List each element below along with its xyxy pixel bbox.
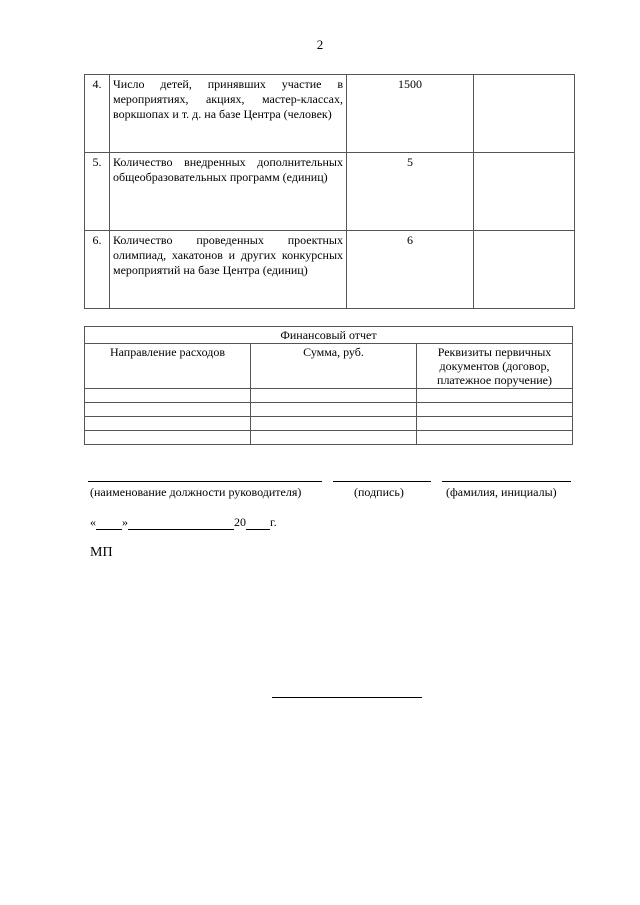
table-row xyxy=(85,389,573,403)
table-row xyxy=(85,75,575,153)
date-line xyxy=(90,515,277,530)
table-row xyxy=(85,153,575,231)
year-suffix: г. xyxy=(270,515,277,529)
empty-cell xyxy=(474,153,575,231)
finance-title-row xyxy=(85,327,573,344)
bottom-divider xyxy=(272,697,422,698)
empty-cell xyxy=(251,403,417,417)
position-label: (наименование должности руководителя) xyxy=(90,485,302,499)
empty-cell xyxy=(85,403,251,417)
indicator-description: Число детей, принявших участие в мероприятиях, акциях, мастер-классах, воркшопах и т. д. на базе Центра (человек) xyxy=(110,75,347,153)
empty-cell xyxy=(85,389,251,403)
table-row xyxy=(85,417,573,431)
finance-header-row xyxy=(85,344,573,389)
empty-cell xyxy=(251,417,417,431)
year-prefix: 20 xyxy=(234,515,246,529)
name-label: (фамилия, инициалы) xyxy=(446,485,557,499)
indicator-value: 6 xyxy=(347,231,474,309)
stamp-placeholder: МП xyxy=(90,545,113,560)
day-blank xyxy=(96,517,122,530)
header-expense-direction: Направление расходов xyxy=(85,344,251,389)
indicator-value: 5 xyxy=(347,153,474,231)
empty-cell xyxy=(417,431,573,445)
signature-label: (подпись) xyxy=(354,485,404,499)
row-number: 4. xyxy=(85,75,110,153)
empty-cell xyxy=(474,75,575,153)
indicator-description: Количество внедренных дополнительных общеобразовательных программ (единиц) xyxy=(110,153,347,231)
name-signature-line xyxy=(442,481,571,482)
row-number: 5. xyxy=(85,153,110,231)
year-blank xyxy=(246,517,270,530)
month-blank xyxy=(128,517,234,530)
finance-table xyxy=(84,326,573,445)
page-number: 2 xyxy=(316,37,324,52)
empty-cell xyxy=(417,389,573,403)
signature-line xyxy=(333,481,431,482)
table-row xyxy=(85,431,573,445)
empty-cell xyxy=(85,417,251,431)
finance-title: Финансовый отчет xyxy=(85,327,573,344)
date-close-quote: » xyxy=(122,515,128,529)
position-signature-line xyxy=(88,481,322,482)
empty-cell xyxy=(474,231,575,309)
empty-cell xyxy=(251,389,417,403)
date-open-quote: « xyxy=(90,515,96,529)
row-number: 6. xyxy=(85,231,110,309)
header-amount: Сумма, руб. xyxy=(251,344,417,389)
indicator-value: 1500 xyxy=(347,75,474,153)
indicator-description: Количество проведенных проектных олимпиад, хакатонов и других конкурсных мероприятий на базе Центра (единиц) xyxy=(110,231,347,309)
empty-cell xyxy=(85,431,251,445)
table-row xyxy=(85,231,575,309)
header-documents: Реквизиты первичных документов (договор, платежное поручение) xyxy=(417,344,573,389)
empty-cell xyxy=(417,417,573,431)
empty-cell xyxy=(251,431,417,445)
indicators-table xyxy=(84,74,575,309)
table-row xyxy=(85,403,573,417)
empty-cell xyxy=(417,403,573,417)
